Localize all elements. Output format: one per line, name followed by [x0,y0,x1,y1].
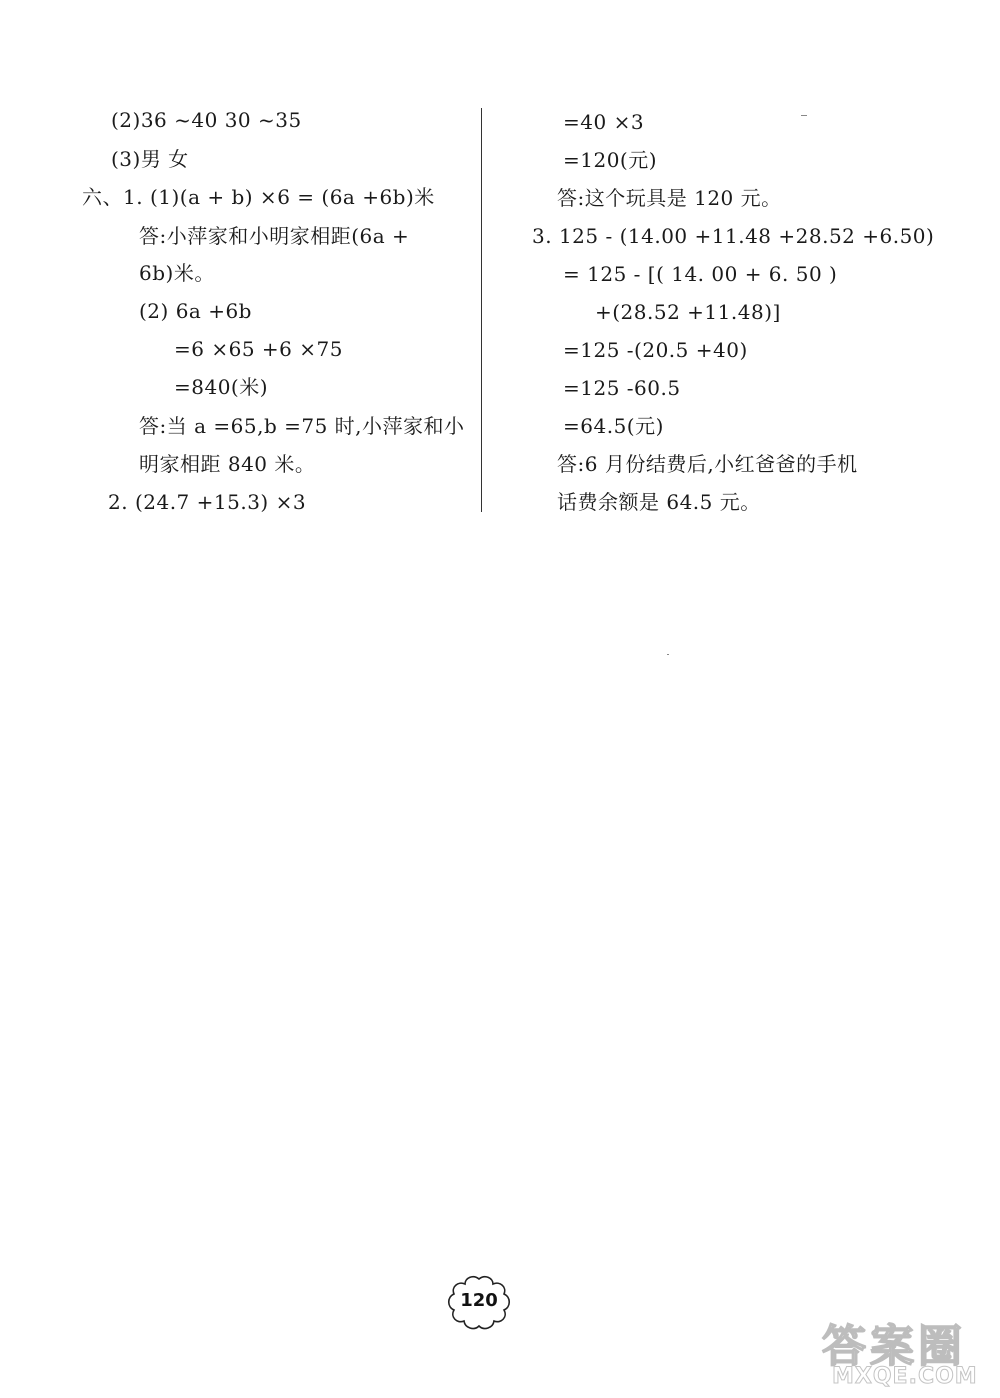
page-number-badge [447,1275,511,1331]
equation-line: =6 ×65 +6 ×75 [174,337,343,361]
scan-speck [667,654,669,655]
equation-line: =40 ×3 [563,110,645,134]
answer-line: 答:6 月份结费后,小红爸爸的手机 [557,452,858,476]
answer-line: 答:当 a =65,b =75 时,小萍家和小 [139,414,465,438]
answer-line: (2) 6a +6b [139,299,252,323]
answer-line: (2)36 ~40 30 ~35 [111,108,302,132]
equation-line: =125 -60.5 [563,376,681,400]
watermark-title: 答案圈 [822,1321,966,1372]
question-2: 2. (24.7 +15.3) ×3 [108,490,307,514]
equation-line: +(28.52 +11.48)] [595,300,781,324]
scan-speck [801,115,807,116]
equation-line: = 125 - [( 14. 00 + 6. 50 ) [563,262,838,286]
equation-line: =840(米) [174,375,269,399]
answer-line: 明家相距 840 米。 [139,452,316,476]
question-3: 3. 125 - (14.00 +11.48 +28.52 +6.50) [532,224,935,248]
watermark-logo [822,1310,994,1392]
equation-line: =125 -(20.5 +40) [563,338,748,362]
equation-line: =120(元) [563,148,658,172]
answer-line: 话费余额是 64.5 元。 [557,490,761,514]
answer-line: 答:小萍家和小明家相距(6a + [139,224,410,248]
equation-line: =64.5(元) [563,414,664,438]
answer-line: (3)男 女 [111,147,189,171]
page-number: 120 [460,1290,498,1311]
watermark-domain: MXQE.COM [832,1364,978,1389]
answer-line: 6b)米。 [139,261,215,285]
section-six-question-1: 六、1. (1)(a + b) ×6 = (6a +6b)米 [82,185,435,209]
answer-line: 答:这个玩具是 120 元。 [557,186,782,210]
column-divider [481,108,482,512]
